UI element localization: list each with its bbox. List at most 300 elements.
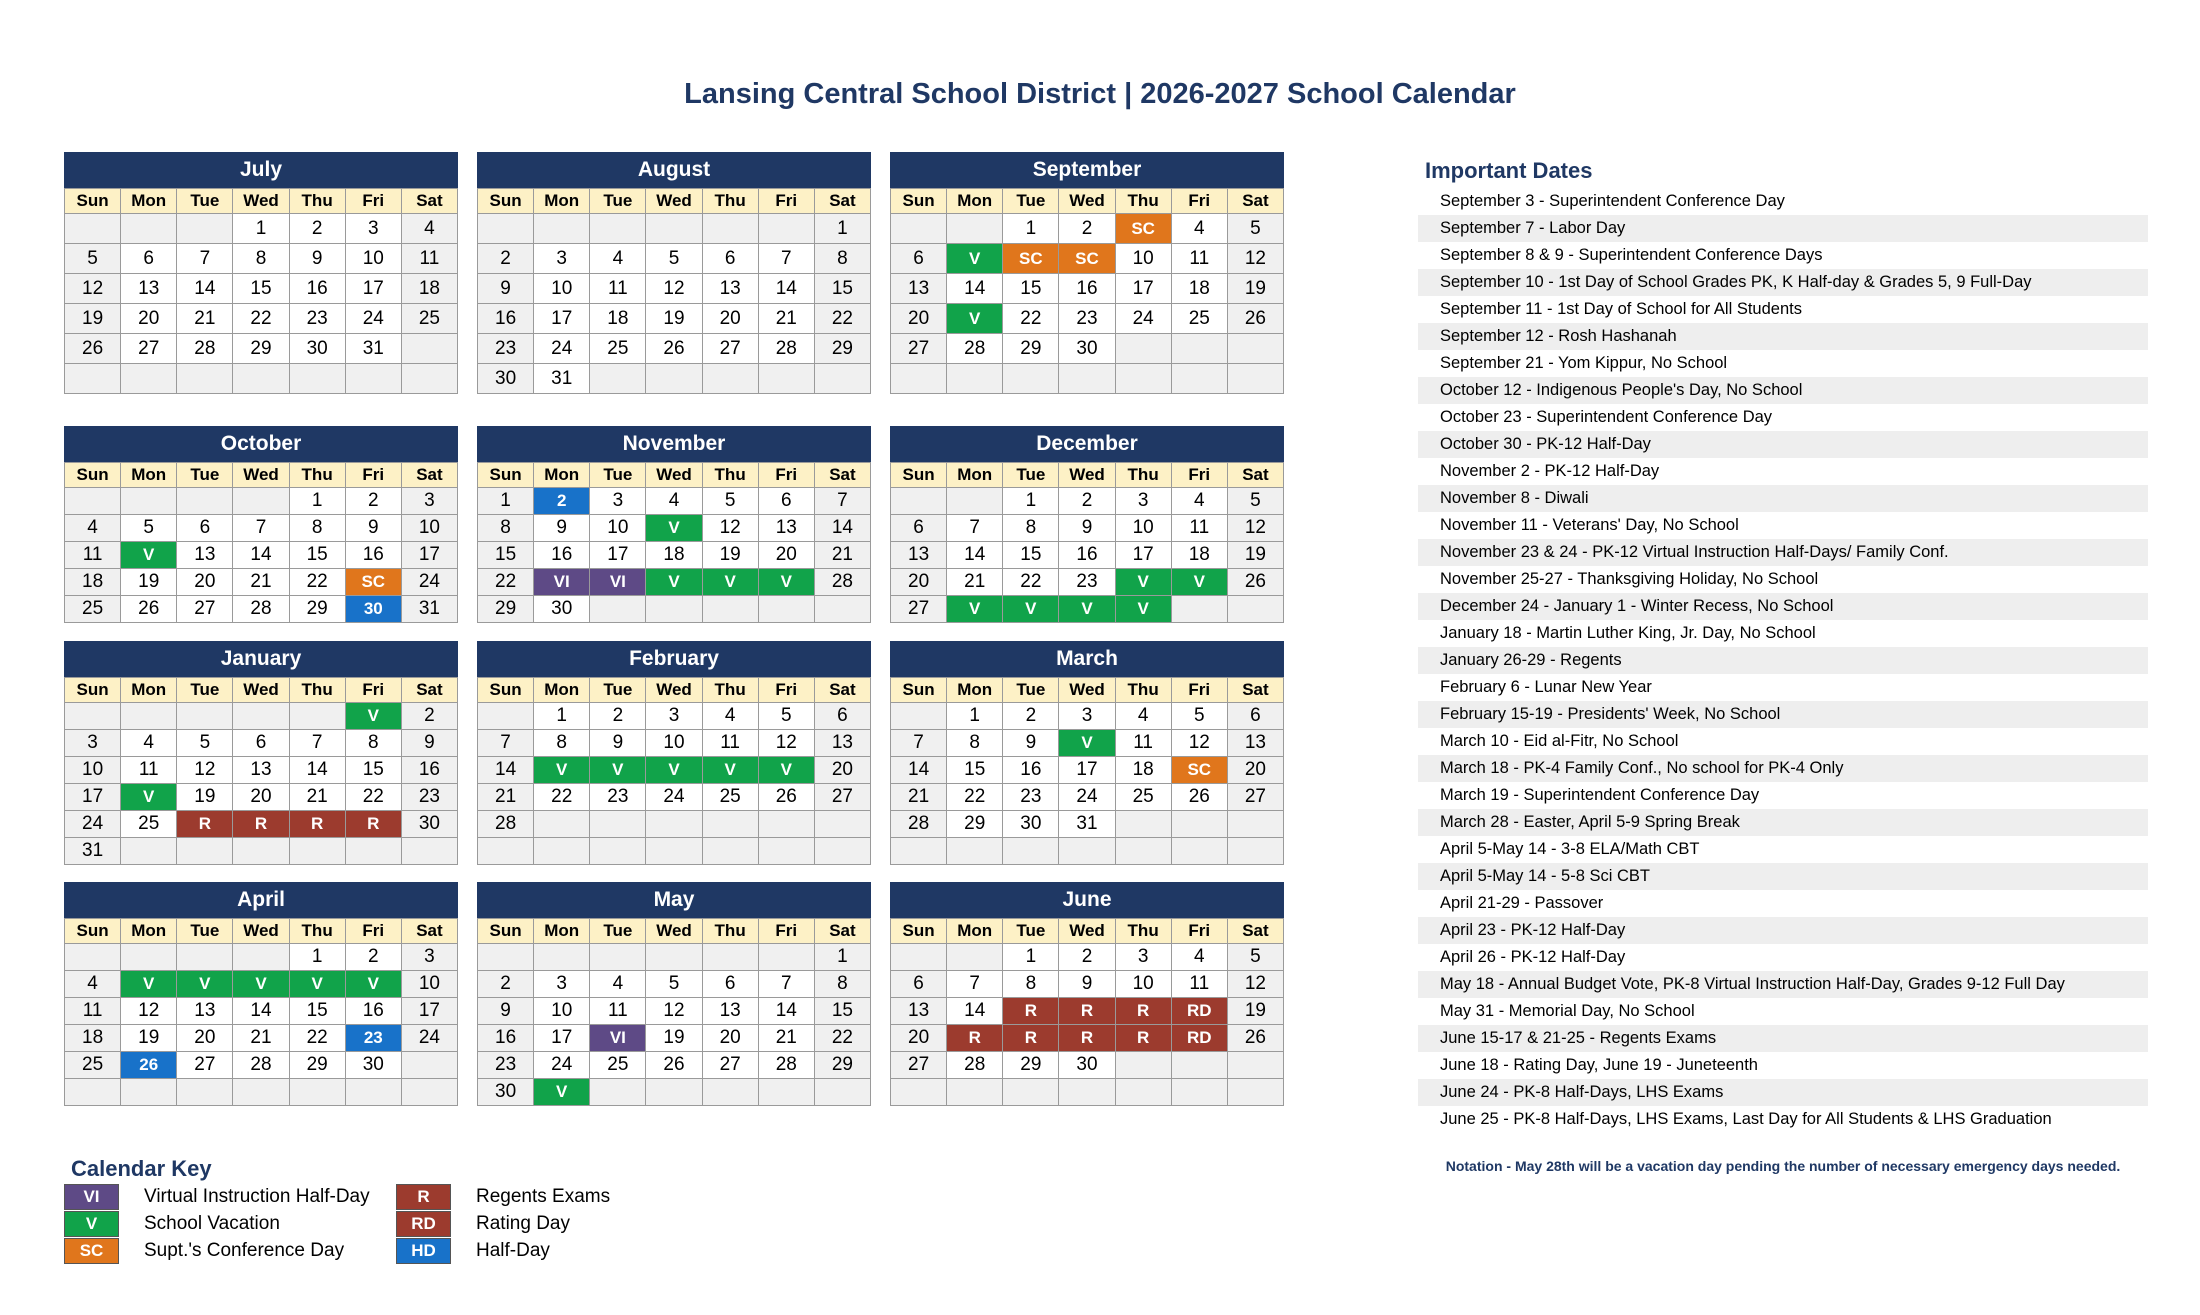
weekday-header: Fri	[758, 463, 814, 488]
day-cell: 10	[401, 971, 457, 998]
empty-cell	[121, 488, 177, 515]
empty-cell	[702, 1079, 758, 1106]
day-cell: 20	[702, 304, 758, 334]
day-cell: 20	[233, 784, 289, 811]
weekday-header: Wed	[1059, 919, 1115, 944]
day-cell: 18	[646, 542, 702, 569]
week-row	[478, 971, 871, 998]
day-cell-tagged: V	[233, 971, 289, 998]
day-cell: 17	[1059, 757, 1115, 784]
day-cell: 24	[1115, 304, 1171, 334]
weekday-header: Fri	[758, 189, 814, 214]
week-row	[65, 730, 458, 757]
day-cell: 29	[1003, 334, 1059, 364]
day-cell: 14	[233, 998, 289, 1025]
empty-cell	[590, 214, 646, 244]
day-cell: 26	[65, 334, 121, 364]
day-cell: 14	[947, 274, 1003, 304]
day-cell: 11	[65, 542, 121, 569]
day-cell: 28	[891, 811, 947, 838]
weekday-header: Mon	[947, 463, 1003, 488]
month-table	[477, 462, 871, 623]
day-cell: 25	[401, 304, 457, 334]
weekday-header: Mon	[947, 919, 1003, 944]
day-cell: 30	[478, 364, 534, 394]
empty-cell	[534, 944, 590, 971]
weekday-header: Tue	[177, 919, 233, 944]
day-cell: 26	[646, 1052, 702, 1079]
day-cell: 19	[121, 1025, 177, 1052]
day-cell: 4	[590, 971, 646, 998]
day-cell: 24	[401, 569, 457, 596]
day-cell: 4	[1171, 488, 1227, 515]
week-row	[65, 488, 458, 515]
day-cell: 1	[289, 488, 345, 515]
day-cell: 2	[345, 944, 401, 971]
day-cell: 29	[289, 1052, 345, 1079]
day-cell: 1	[534, 703, 590, 730]
month-header: December	[890, 426, 1284, 462]
day-cell: 16	[478, 1025, 534, 1052]
day-cell: 11	[1115, 730, 1171, 757]
week-row	[891, 944, 1284, 971]
weekday-header: Sat	[1227, 919, 1283, 944]
weekday-header: Tue	[177, 189, 233, 214]
empty-cell	[65, 1079, 121, 1106]
weekday-header: Sat	[401, 678, 457, 703]
day-cell: 20	[891, 304, 947, 334]
empty-cell	[702, 596, 758, 623]
day-cell-tagged: V	[702, 569, 758, 596]
day-cell: 15	[289, 998, 345, 1025]
weekday-header: Sun	[478, 463, 534, 488]
day-cell-tagged: V	[758, 569, 814, 596]
key-label: Rating Day	[476, 1213, 570, 1234]
empty-cell	[345, 838, 401, 865]
empty-cell	[401, 1052, 457, 1079]
day-cell: 13	[177, 998, 233, 1025]
day-cell: 13	[702, 274, 758, 304]
weekday-header: Tue	[177, 463, 233, 488]
day-cell-tagged: R	[1115, 998, 1171, 1025]
day-cell: 6	[758, 488, 814, 515]
day-cell: 8	[814, 244, 870, 274]
day-cell: 23	[478, 1052, 534, 1079]
important-date-item: February 15-19 - Presidents' Week, No School	[1418, 701, 2148, 728]
important-date-item: November 11 - Veterans' Day, No School	[1440, 516, 1739, 534]
empty-cell	[233, 1079, 289, 1106]
day-cell: 12	[65, 274, 121, 304]
empty-cell	[233, 364, 289, 394]
empty-cell	[289, 1079, 345, 1106]
day-cell: 23	[401, 784, 457, 811]
important-date-item: June 15-17 & 21-25 - Regents Exams	[1418, 1025, 2148, 1052]
empty-cell	[646, 838, 702, 865]
day-cell: 8	[233, 244, 289, 274]
day-cell: 14	[758, 274, 814, 304]
important-date-item: May 18 - Annual Budget Vote, PK-8 Virtual Instruction Half-Day, Grades 9-12 Full Day	[1418, 971, 2148, 998]
day-cell: 18	[401, 274, 457, 304]
day-cell: 2	[590, 703, 646, 730]
day-cell: 3	[1115, 488, 1171, 515]
day-cell: 26	[1227, 1025, 1283, 1052]
empty-cell	[1003, 364, 1059, 394]
empty-cell	[177, 1079, 233, 1106]
weekday-header: Thu	[289, 463, 345, 488]
day-cell: 2	[1059, 488, 1115, 515]
weekday-header: Tue	[1003, 678, 1059, 703]
day-cell: 22	[345, 784, 401, 811]
weekday-header: Thu	[702, 189, 758, 214]
month-header: June	[890, 882, 1284, 918]
week-row	[65, 1025, 458, 1052]
day-cell: 3	[590, 488, 646, 515]
empty-cell	[534, 214, 590, 244]
weekday-header: Wed	[233, 919, 289, 944]
week-row	[65, 971, 458, 998]
month-table	[64, 462, 458, 623]
empty-cell	[177, 364, 233, 394]
empty-cell	[758, 838, 814, 865]
empty-cell	[1003, 838, 1059, 865]
day-cell: 2	[345, 488, 401, 515]
day-cell: 19	[1227, 542, 1283, 569]
day-cell: 8	[947, 730, 1003, 757]
day-cell: 17	[590, 542, 646, 569]
day-cell: 21	[289, 784, 345, 811]
day-cell: 29	[233, 334, 289, 364]
empty-cell	[758, 364, 814, 394]
empty-cell	[1171, 364, 1227, 394]
week-row	[65, 214, 458, 244]
day-cell: 25	[121, 811, 177, 838]
important-date-item: October 30 - PK-12 Half-Day	[1418, 431, 2148, 458]
day-cell: 21	[478, 784, 534, 811]
day-cell: 24	[534, 334, 590, 364]
weekday-header: Tue	[1003, 919, 1059, 944]
weekday-header: Tue	[590, 678, 646, 703]
day-cell: 27	[702, 1052, 758, 1079]
weekday-header: Mon	[534, 919, 590, 944]
weekday-header: Fri	[1171, 463, 1227, 488]
weekday-header: Tue	[590, 463, 646, 488]
day-cell: 12	[1171, 730, 1227, 757]
month-table	[64, 677, 458, 865]
day-cell: 26	[1171, 784, 1227, 811]
month-table	[64, 188, 458, 394]
day-cell: 28	[947, 334, 1003, 364]
weekday-header: Sun	[891, 189, 947, 214]
empty-cell	[590, 1079, 646, 1106]
important-date-item: June 18 - Rating Day, June 19 - Juneteenth	[1440, 1056, 1758, 1074]
week-row	[65, 757, 458, 784]
empty-cell	[65, 944, 121, 971]
important-date-item: February 6 - Lunar New Year	[1440, 678, 1652, 696]
day-cell: 13	[814, 730, 870, 757]
key-swatch: RD	[396, 1211, 451, 1237]
empty-cell	[121, 703, 177, 730]
day-cell: 22	[289, 569, 345, 596]
day-cell: 14	[758, 998, 814, 1025]
weekday-header: Thu	[289, 919, 345, 944]
month-table	[890, 677, 1284, 865]
day-cell: 11	[401, 244, 457, 274]
weekday-header: Sun	[891, 463, 947, 488]
day-cell: 22	[478, 569, 534, 596]
day-cell: 15	[1003, 542, 1059, 569]
empty-cell	[891, 838, 947, 865]
day-cell-tagged: V	[1003, 596, 1059, 623]
weekday-header: Wed	[646, 678, 702, 703]
day-cell: 5	[65, 244, 121, 274]
week-row	[478, 515, 871, 542]
week-row	[478, 214, 871, 244]
day-cell: 2	[1059, 944, 1115, 971]
empty-cell	[646, 944, 702, 971]
week-row	[891, 304, 1284, 334]
weekday-header: Thu	[1115, 189, 1171, 214]
day-cell: 10	[1115, 515, 1171, 542]
day-cell: 24	[1059, 784, 1115, 811]
month-august	[477, 152, 871, 394]
day-cell: 3	[1115, 944, 1171, 971]
day-cell: 23	[1059, 304, 1115, 334]
month-header: October	[64, 426, 458, 462]
month-header: February	[477, 641, 871, 677]
day-cell: 30	[345, 1052, 401, 1079]
month-header: April	[64, 882, 458, 918]
day-cell: 10	[534, 998, 590, 1025]
weekday-header: Sun	[891, 678, 947, 703]
day-cell: 21	[814, 542, 870, 569]
weekday-header: Fri	[758, 919, 814, 944]
day-cell: 9	[345, 515, 401, 542]
day-cell: 20	[891, 1025, 947, 1052]
day-cell: 13	[891, 274, 947, 304]
day-cell: 3	[646, 703, 702, 730]
important-date-item: October 23 - Superintendent Conference Day	[1440, 408, 1773, 426]
day-cell: 5	[646, 244, 702, 274]
day-cell: 29	[947, 811, 1003, 838]
day-cell: 10	[345, 244, 401, 274]
week-row	[478, 838, 871, 865]
day-cell: 21	[758, 1025, 814, 1052]
day-cell: 3	[534, 244, 590, 274]
day-cell: 8	[1003, 515, 1059, 542]
week-row	[478, 569, 871, 596]
empty-cell	[590, 364, 646, 394]
weekday-header: Sat	[1227, 189, 1283, 214]
day-cell: 26	[121, 596, 177, 623]
day-cell: 8	[814, 971, 870, 998]
day-cell-tagged: V	[1171, 569, 1227, 596]
weekday-header: Sat	[814, 678, 870, 703]
empty-cell	[1171, 1052, 1227, 1079]
day-cell: 9	[1059, 971, 1115, 998]
week-row	[891, 811, 1284, 838]
day-cell: 23	[478, 334, 534, 364]
empty-cell	[345, 1079, 401, 1106]
day-cell: 27	[702, 334, 758, 364]
empty-cell	[1171, 838, 1227, 865]
week-row	[891, 334, 1284, 364]
empty-cell	[65, 214, 121, 244]
day-cell: 5	[646, 971, 702, 998]
day-cell: 28	[947, 1052, 1003, 1079]
day-cell: 15	[345, 757, 401, 784]
empty-cell	[65, 703, 121, 730]
month-june	[890, 882, 1284, 1106]
day-cell: 7	[177, 244, 233, 274]
day-cell: 1	[1003, 488, 1059, 515]
day-cell: 19	[646, 304, 702, 334]
day-cell: 10	[534, 274, 590, 304]
empty-cell	[1115, 838, 1171, 865]
weekday-header: Wed	[1059, 463, 1115, 488]
month-table	[477, 677, 871, 865]
day-cell: 10	[65, 757, 121, 784]
important-date-item: March 10 - Eid al-Fitr, No School	[1440, 732, 1679, 750]
empty-cell	[478, 214, 534, 244]
weekday-header: Tue	[1003, 189, 1059, 214]
day-cell: 25	[590, 1052, 646, 1079]
day-cell-tagged: R	[177, 811, 233, 838]
week-row	[478, 1025, 871, 1052]
empty-cell	[758, 214, 814, 244]
week-row	[65, 596, 458, 623]
empty-cell	[947, 214, 1003, 244]
weekday-header: Fri	[345, 463, 401, 488]
empty-cell	[758, 1079, 814, 1106]
day-cell: 14	[891, 757, 947, 784]
day-cell: 4	[121, 730, 177, 757]
important-dates-list	[1418, 188, 2148, 1133]
day-cell: 30	[1059, 334, 1115, 364]
day-cell-tagged: V	[758, 757, 814, 784]
empty-cell	[177, 214, 233, 244]
important-date-item: September 8 & 9 - Superintendent Conference Days	[1440, 246, 1823, 264]
week-row	[65, 515, 458, 542]
weekday-header: Mon	[947, 678, 1003, 703]
important-date-item: April 5-May 14 - 3-8 ELA/Math CBT	[1440, 840, 1700, 858]
day-cell-tagged: V	[345, 971, 401, 998]
weekday-header: Fri	[345, 678, 401, 703]
day-cell: 30	[1003, 811, 1059, 838]
week-row	[478, 757, 871, 784]
day-cell-tagged: 2	[534, 488, 590, 515]
empty-cell	[947, 838, 1003, 865]
day-cell: 5	[1227, 488, 1283, 515]
empty-cell	[345, 364, 401, 394]
empty-cell	[121, 838, 177, 865]
key-label: Regents Exams	[476, 1186, 611, 1207]
month-table	[477, 918, 871, 1106]
important-date-item: March 18 - PK-4 Family Conf., No school for PK-4 Only	[1418, 755, 2148, 782]
important-date-item: March 28 - Easter, April 5-9 Spring Break	[1418, 809, 2148, 836]
day-cell: 3	[401, 944, 457, 971]
weekday-header: Sun	[65, 463, 121, 488]
day-cell: 3	[534, 971, 590, 998]
day-cell: 22	[1003, 569, 1059, 596]
empty-cell	[891, 944, 947, 971]
day-cell: 30	[534, 596, 590, 623]
day-cell-tagged: R	[947, 1025, 1003, 1052]
day-cell: 6	[702, 971, 758, 998]
day-cell: 9	[1059, 515, 1115, 542]
day-cell: 24	[345, 304, 401, 334]
week-row	[65, 1079, 458, 1106]
empty-cell	[1003, 1079, 1059, 1106]
week-row	[65, 274, 458, 304]
empty-cell	[1227, 838, 1283, 865]
day-cell: 22	[534, 784, 590, 811]
day-cell: 16	[478, 304, 534, 334]
week-row	[891, 569, 1284, 596]
day-cell: 19	[177, 784, 233, 811]
week-row	[478, 998, 871, 1025]
day-cell: 11	[121, 757, 177, 784]
day-cell-tagged: V	[947, 244, 1003, 274]
week-row	[891, 274, 1284, 304]
day-cell: 13	[891, 998, 947, 1025]
day-cell-tagged: V	[1059, 596, 1115, 623]
day-cell: 13	[758, 515, 814, 542]
day-cell: 7	[289, 730, 345, 757]
month-november	[477, 426, 871, 623]
day-cell: 1	[947, 703, 1003, 730]
empty-cell	[646, 364, 702, 394]
day-cell: 31	[65, 838, 121, 865]
day-cell: 15	[814, 998, 870, 1025]
day-cell: 20	[702, 1025, 758, 1052]
day-cell: 25	[65, 596, 121, 623]
weekday-header: Sun	[65, 189, 121, 214]
week-row	[891, 730, 1284, 757]
day-cell: 7	[814, 488, 870, 515]
day-cell-tagged: V	[345, 703, 401, 730]
month-header: January	[64, 641, 458, 677]
day-cell: 28	[814, 569, 870, 596]
empty-cell	[814, 838, 870, 865]
weekday-header: Mon	[121, 919, 177, 944]
empty-cell	[1227, 596, 1283, 623]
week-row	[65, 998, 458, 1025]
empty-cell	[1227, 334, 1283, 364]
day-cell: 11	[702, 730, 758, 757]
empty-cell	[646, 1079, 702, 1106]
day-cell: 14	[289, 757, 345, 784]
day-cell: 10	[1115, 244, 1171, 274]
weekday-header: Thu	[702, 463, 758, 488]
day-cell: 31	[1059, 811, 1115, 838]
day-cell: 18	[65, 1025, 121, 1052]
day-cell: 20	[121, 304, 177, 334]
week-row	[65, 811, 458, 838]
week-row	[891, 214, 1284, 244]
day-cell: 5	[1227, 214, 1283, 244]
week-row	[891, 971, 1284, 998]
week-row	[65, 569, 458, 596]
empty-cell	[758, 811, 814, 838]
day-cell: 16	[1059, 274, 1115, 304]
weekday-header: Fri	[345, 919, 401, 944]
day-cell-tagged: RD	[1171, 998, 1227, 1025]
day-cell-tagged: RD	[1171, 1025, 1227, 1052]
weekday-header: Thu	[289, 678, 345, 703]
week-row	[65, 304, 458, 334]
week-row	[891, 515, 1284, 542]
week-row	[65, 334, 458, 364]
